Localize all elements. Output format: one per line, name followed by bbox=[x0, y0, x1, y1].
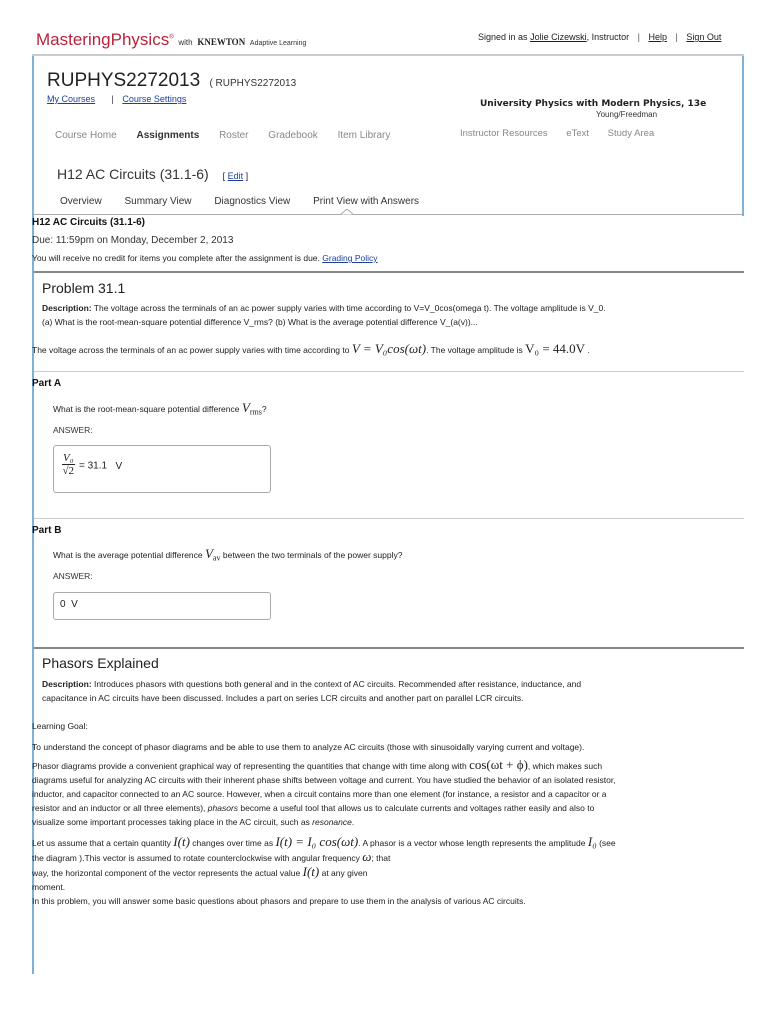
description-label: Description: bbox=[42, 303, 92, 313]
fraction-denominator: √2 bbox=[62, 465, 75, 477]
part-divider bbox=[34, 518, 744, 519]
problem-body bbox=[32, 342, 752, 357]
problem-title: Problem 31.1 bbox=[42, 280, 126, 296]
p2-text-b: changes over time as bbox=[192, 838, 274, 848]
phasor-paragraph-1 bbox=[32, 758, 768, 829]
assignment-heading: H12 AC Circuits (31.1-6) bbox=[32, 217, 145, 228]
problem-title: Phasors Explained bbox=[42, 655, 159, 671]
omega-symbol: ω bbox=[362, 849, 372, 864]
part-a-answer bbox=[62, 452, 122, 477]
logo-mastering: Mastering bbox=[36, 30, 111, 49]
p1-line4b: become a useful tool that allows us to calculate currents and voltages rather easily and also to bbox=[240, 803, 595, 813]
book-author: Young/Freedman bbox=[596, 110, 658, 119]
tab-summary-view[interactable]: Summary View bbox=[124, 196, 192, 207]
help-link[interactable]: Help bbox=[648, 32, 667, 42]
body-end: . bbox=[587, 345, 590, 355]
grading-policy-link[interactable]: Grading Policy bbox=[322, 253, 378, 263]
voltage-amplitude: V₀ = 44.0V bbox=[525, 341, 586, 356]
nav-instructor-resources[interactable]: Instructor Resources bbox=[460, 128, 548, 139]
p2-text-a: Let us assume that a certain quantity bbox=[32, 838, 171, 848]
p1-line5b: . bbox=[351, 817, 355, 827]
part-b-label: Part B bbox=[32, 525, 62, 536]
edit-bracket-close: ] bbox=[245, 171, 249, 181]
body-middle: . The voltage amplitude is bbox=[426, 345, 523, 355]
p1-line2: diagrams useful for analyzing AC circuits with their inherent phase shifts between voltage and current. You have studied the behavior of an isolated resistor, bbox=[32, 775, 616, 785]
problem-description bbox=[42, 301, 742, 329]
description-line1: The voltage across the terminals of an ac power supply varies with time according to V=V_0cos(omega t). The voltage amplitude is V_0. bbox=[91, 303, 606, 313]
fraction-numerator: V₀ bbox=[63, 452, 74, 464]
user-role: , Instructor bbox=[586, 32, 630, 42]
part-b-question bbox=[53, 546, 402, 563]
p1-text-b: , which makes such bbox=[527, 761, 603, 771]
part-a-answer-value: = 31.1 bbox=[79, 460, 108, 472]
edit-link[interactable]: Edit bbox=[227, 171, 244, 181]
p2-line2: the diagram ).This vector is assumed to rotate counterclockwise with angular frequency bbox=[32, 853, 360, 863]
user-bar bbox=[478, 32, 721, 42]
content-frame-right bbox=[742, 56, 744, 216]
due-date: Due: 11:59pm on Monday, December 2, 2013 bbox=[32, 235, 234, 246]
p2-text-c: . A phasor is a vector whose length represents the amplitude bbox=[358, 838, 586, 848]
description-line1: Introduces phasors with questions both general and in the context of AC circuits. Recommended after resistance, inductance, and bbox=[91, 679, 582, 689]
cos-expression: cos(ωt + ϕ) bbox=[469, 757, 528, 772]
body-prefix: The voltage across the terminals of an ac power supply varies with time according to bbox=[32, 345, 350, 355]
description-line2: (a) What is the root-mean-square potential difference V_rms? (b) What is the average potential difference V_(a(v))... bbox=[42, 317, 478, 327]
divider: | bbox=[111, 94, 114, 104]
course-id: RUPHYS2272013 bbox=[47, 70, 201, 91]
header-divider bbox=[32, 54, 744, 56]
part-divider bbox=[34, 371, 744, 372]
active-tab-marker bbox=[340, 209, 354, 215]
nav-course-home[interactable]: Course Home bbox=[55, 130, 117, 141]
nav-study-area[interactable]: Study Area bbox=[607, 128, 655, 139]
tab-overview[interactable]: Overview bbox=[60, 196, 102, 207]
assignment-name: H12 AC Circuits (31.1-6) bbox=[57, 166, 209, 182]
nav-etext[interactable]: eText bbox=[566, 128, 590, 139]
p1-resonance-em: resonance bbox=[312, 817, 352, 827]
tab-diagnostics-view[interactable]: Diagnostics View bbox=[214, 196, 291, 207]
section-divider bbox=[34, 647, 744, 649]
i-zero: I₀ bbox=[587, 834, 597, 849]
p2-text-d: (see bbox=[599, 838, 616, 848]
signed-in-prefix: Signed in as bbox=[478, 32, 528, 42]
p1-line3: inductor, and capacitor connected to an AC source. However, when a circuit contains more than one element (for instance, a resistor and a capacitor or a bbox=[32, 789, 607, 799]
course-id-paren: ( RUPHYS2272013 bbox=[209, 78, 297, 89]
logo-knewton: KNEWTON bbox=[197, 37, 246, 47]
p3-text: In this problem, you will answer some basic questions about phasors and prepare to use them in the analysis of various AC circuits. bbox=[32, 896, 526, 906]
v-av-subscript: av bbox=[212, 553, 221, 563]
learning-goal-label: Learning Goal: bbox=[32, 721, 88, 731]
part-b-question-end: between the two terminals of the power supply? bbox=[222, 550, 403, 560]
part-a-question bbox=[53, 400, 267, 417]
logo-with: with bbox=[178, 38, 193, 47]
book-title: University Physics with Modern Physics, 13e bbox=[480, 99, 707, 109]
nav-item-library[interactable]: Item Library bbox=[337, 130, 391, 141]
app-logo[interactable] bbox=[36, 30, 306, 50]
part-a-question-text: What is the root-mean-square potential difference bbox=[53, 404, 240, 414]
part-b-answer-label: ANSWER: bbox=[53, 571, 93, 581]
p1-line5a: visualize some important processes taking place in the AC circuit, such as bbox=[32, 817, 310, 827]
nav-roster[interactable]: Roster bbox=[219, 130, 249, 141]
user-name-link[interactable]: Jolie Cizewski bbox=[530, 32, 587, 42]
logo-registered-mark: ® bbox=[169, 34, 174, 41]
divider: | bbox=[675, 32, 678, 42]
no-credit-text: You will receive no credit for items you complete after the assignment is due. bbox=[32, 253, 320, 263]
part-a-question-end: ? bbox=[261, 404, 267, 414]
part-a-answer-unit: V bbox=[115, 460, 123, 472]
section-divider bbox=[34, 271, 744, 273]
v-rms-symbol: V bbox=[241, 400, 250, 415]
part-b-question-text: What is the average potential difference bbox=[53, 550, 203, 560]
description-line2: capacitance in AC circuits have been discussed. Includes a part on series LCR circuits and another part on parallel LCR circuits. bbox=[42, 693, 524, 703]
p2-line3a: way, the horizontal component of the vector represents the actual value bbox=[32, 868, 301, 878]
logo-adaptive: Adaptive Learning bbox=[249, 40, 307, 47]
p1-phasors-em: phasors bbox=[207, 803, 239, 813]
no-credit-notice bbox=[32, 253, 378, 263]
phasor-paragraph-2 bbox=[32, 835, 768, 908]
answer-fraction bbox=[62, 452, 75, 477]
edit-bracket-open: [ bbox=[222, 171, 226, 181]
i-of-t: I(t) bbox=[302, 864, 320, 879]
sign-out-link[interactable]: Sign Out bbox=[686, 32, 722, 42]
v-av-symbol: V bbox=[205, 546, 213, 561]
tab-print-view[interactable]: Print View with Answers bbox=[313, 196, 420, 207]
p1-text-a: Phasor diagrams provide a convenient graphical way of representing the quantities that change with time along with bbox=[32, 761, 467, 771]
course-settings-link[interactable]: Course Settings bbox=[122, 94, 187, 104]
tabs-divider bbox=[34, 214, 742, 215]
secondary-nav bbox=[460, 128, 670, 139]
my-courses-link[interactable]: My Courses bbox=[47, 94, 96, 104]
main-nav bbox=[55, 130, 407, 141]
part-b-answer-value: 0 V bbox=[60, 599, 78, 610]
p2-line3b: at any given bbox=[321, 868, 368, 878]
part-a-label: Part A bbox=[32, 378, 62, 389]
logo-physics: Physics bbox=[110, 30, 170, 49]
part-a-answer-label: ANSWER: bbox=[53, 425, 93, 435]
assignment-title bbox=[57, 166, 248, 182]
i-of-t: I(t) bbox=[173, 834, 190, 849]
p1-line4a: resistor and an inductor or all three elements), bbox=[32, 803, 206, 813]
view-tabs bbox=[60, 196, 439, 207]
divider: | bbox=[637, 32, 640, 42]
edit-wrapper bbox=[223, 171, 249, 181]
nav-assignments[interactable]: Assignments bbox=[136, 130, 200, 141]
description-label: Description: bbox=[42, 679, 92, 689]
problem-description bbox=[42, 677, 742, 705]
part-a-answer-box bbox=[53, 445, 271, 493]
part-b-answer-box bbox=[53, 592, 271, 620]
nav-gradebook[interactable]: Gradebook bbox=[268, 130, 318, 141]
course-links bbox=[47, 94, 186, 104]
p2-line4: moment. bbox=[32, 882, 66, 892]
v-rms-subscript: rms bbox=[249, 407, 262, 417]
current-equation: I(t) = I₀ cos(ωt) bbox=[275, 834, 359, 849]
p2-line2-end: ; that bbox=[371, 853, 391, 863]
learning-goal-text: To understand the concept of phasor diagrams and be able to use them to analyze AC circuits (those with sinusoidally varying current and voltage). bbox=[32, 742, 585, 752]
voltage-equation: V = V₀cos(ωt) bbox=[351, 341, 427, 356]
course-title bbox=[47, 70, 296, 92]
